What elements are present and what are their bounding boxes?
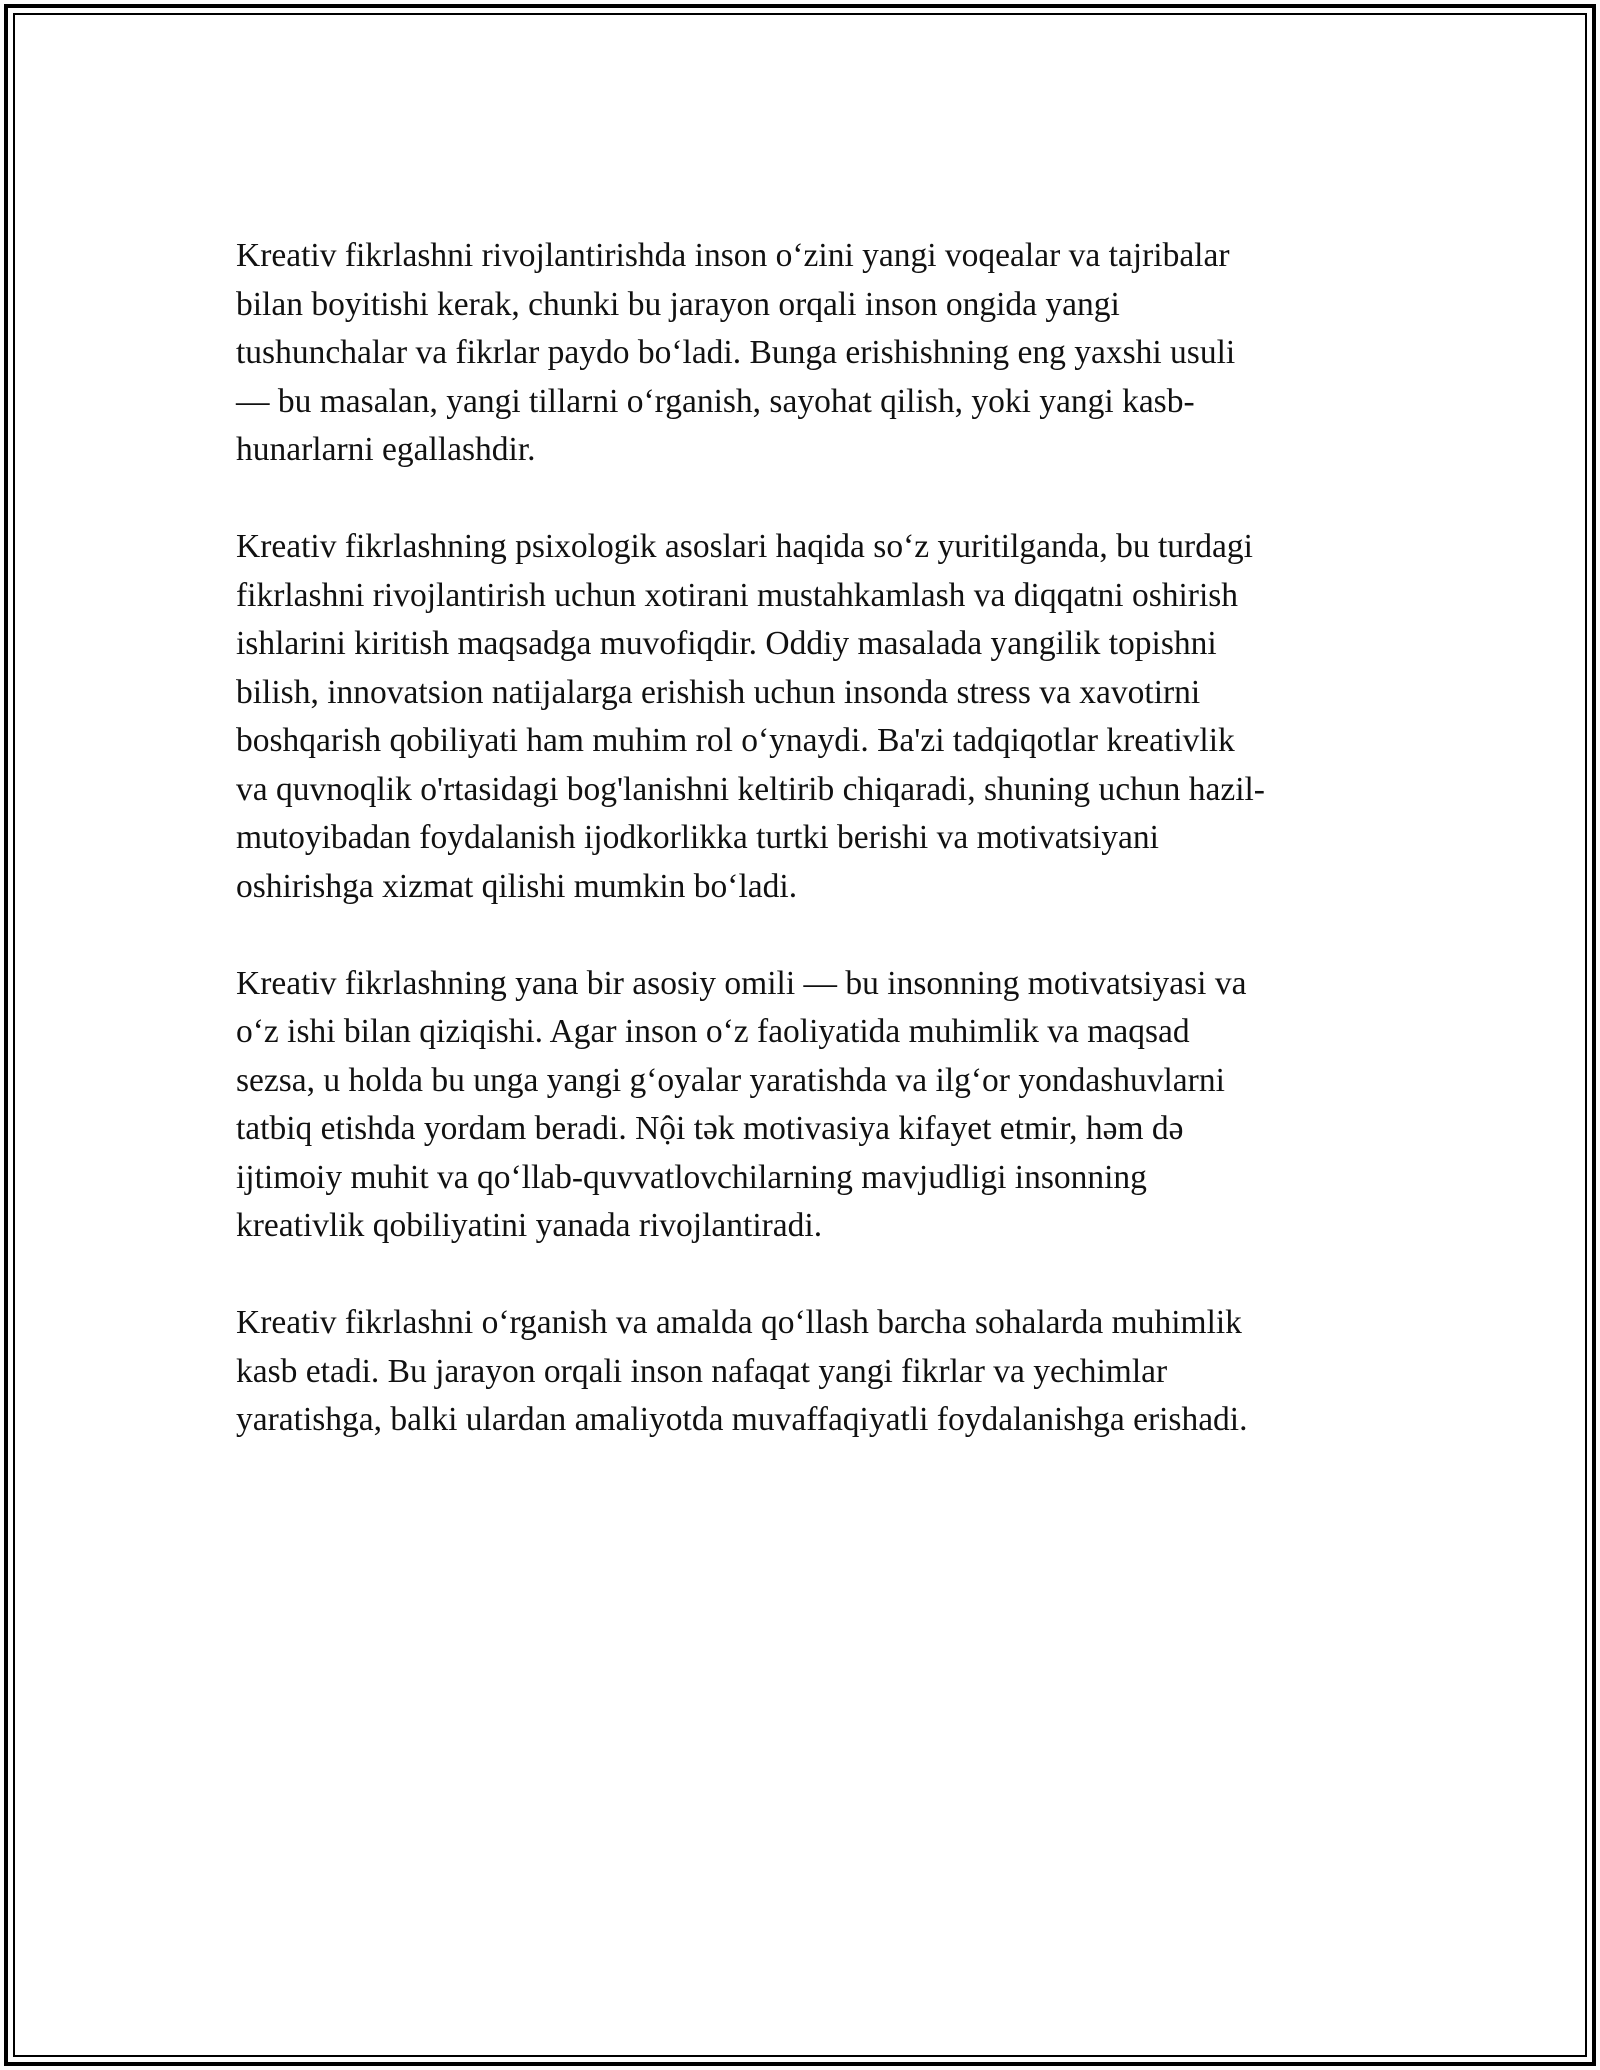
text-line: Kreativ fikrlashni oʻrganish va amalda qoʻllash barcha sohalarda muhimlik (236, 1304, 1242, 1341)
text-line: mutoyibadan foydalanish ijodkorlikka turtki berishi va motivatsiyani (236, 819, 1159, 856)
document-body (236, 232, 1386, 1493)
text-line: fikrlashni rivojlantirish uchun xotirani mustahkamlash va diqqatni oshirish (236, 576, 1239, 614)
text-line: — bu masalan, yangi tillarni oʻrganish, sayohat qilish, yoki yangi kasb- (236, 382, 1195, 420)
text-line: yaratishga, balki ulardan amaliyotda muvaffaqiyatli foydalanishga erishadi. (236, 1401, 1248, 1438)
text-line: kreativlik qobiliyatini yanada rivojlantiradi. (236, 1207, 823, 1244)
text-line: bilan boyitishi kerak, chunki bu jarayon orqali inson ongida yangi (236, 285, 1120, 323)
text-line: hunarlarni egallashdir. (236, 431, 536, 468)
text-line: va quvnoqlik o'rtasidagi bog'lanishni keltirib chiqaradi, shuning uchun hazil- (236, 770, 1265, 808)
paragraph-2 (236, 523, 1386, 911)
paragraph-3 (236, 960, 1386, 1251)
text-line: kasb etadi. Bu jarayon orqali inson nafaqat yangi fikrlar va yechimlar (236, 1352, 1168, 1390)
text-line: tatbiq etishda yordam beradi. Nội tək motivasiya kifayet etmir, həm də (236, 1110, 1184, 1147)
text-line: oʻz ishi bilan qiziqishi. Agar inson oʻz faoliyatida muhimlik va maqsad (236, 1013, 1190, 1050)
text-line: tushunchalar va fikrlar paydo boʻladi. Bunga erishishning eng yaxshi usuli (236, 334, 1236, 371)
text-line: ijtimoiy muhit va qoʻllab-quvvatlovchilarning mavjudligi insonning (236, 1158, 1147, 1196)
text-line: Kreativ fikrlashni rivojlantirishda inson oʻzini yangi voqealar va tajribalar (236, 237, 1230, 274)
text-line: ishlarini kiritish maqsadga muvofiqdir. Oddiy masalada yangilik topishni (236, 625, 1217, 662)
text-line: bilish, innovatsion natijalarga erishish uchun insonda stress va xavotirni (236, 673, 1201, 711)
text-line: Kreativ fikrlashning yana bir asosiy omili — bu insonning motivatsiyasi va (236, 964, 1247, 1002)
text-line: boshqarish qobiliyati ham muhim rol oʻynaydi. Ba'zi tadqiqotlar kreativlik (236, 722, 1235, 759)
paragraph-4 (236, 1299, 1386, 1445)
text-line: sezsa, u holda bu unga yangi gʻoyalar yaratishda va ilgʻor yondashuvlarni (236, 1061, 1225, 1099)
text-line: oshirishga xizmat qilishi mumkin boʻladi. (236, 867, 798, 905)
text-line: Kreativ fikrlashning psixologik asoslari haqida soʻz yuritilganda, bu turdagi (236, 528, 1253, 565)
paragraph-1 (236, 232, 1386, 475)
